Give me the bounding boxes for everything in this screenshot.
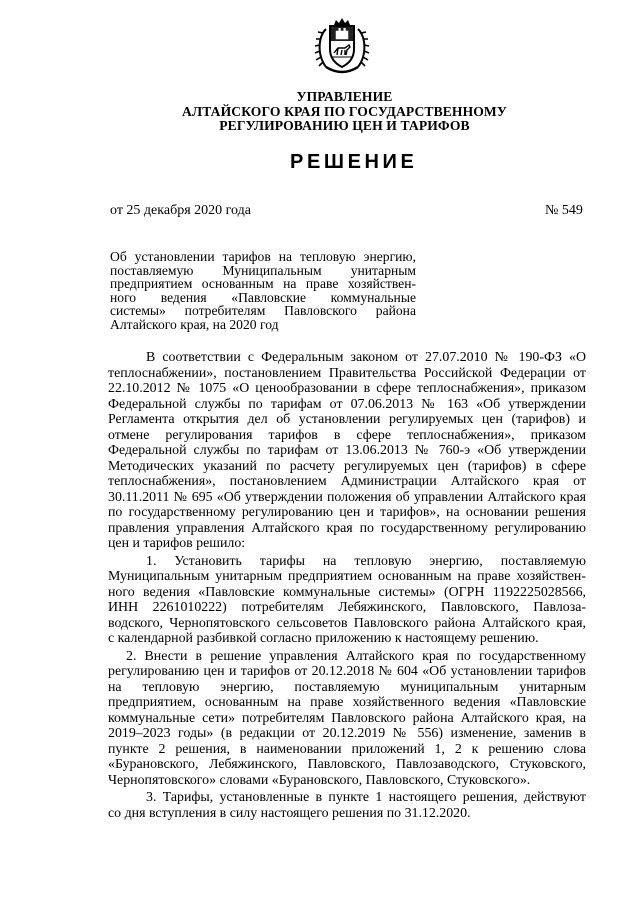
body-line: коммунальные сети» потребителям Павловского района Алтайского края, на (108, 710, 586, 726)
body-line: со дня вступления в силу настоящего решения по 31.12.2020. (108, 805, 471, 821)
body-line: водского, Чернопятовского сельсоветов Павловского района Алтайского края, (108, 615, 586, 631)
subject-line: ного ведения «Павловские коммунальные (110, 289, 416, 305)
document-subject (110, 250, 416, 332)
body-line: на тепловую энергию, поставляемую муниципальным унитарным (108, 679, 586, 695)
body-line: Федеральной службы по тарифам от 07.06.2013 № 163 «Об утверждении (108, 396, 586, 412)
body-line: правления управления Алтайского края по государственному регулированию (108, 520, 586, 536)
clause-1-paragraph (108, 554, 586, 647)
document-date: от 25 декабря 2020 года (110, 203, 251, 218)
body-line: предприятием, основанным на праве хозяйственного ведения «Павловские (108, 695, 586, 710)
issuing-authority (150, 90, 539, 134)
preamble-paragraph (108, 350, 586, 552)
body-line: 2019–2023 годы» (в редакции от 20.12.2019 № 556) изменение, заменив в (108, 726, 586, 741)
subject-line: системы» потребителям Павловского района (110, 303, 416, 319)
body-line: отмене регулирования тарифов в сфере теплоснабжения», приказом (108, 427, 586, 443)
authority-line-2: АЛТАЙСКОГО КРАЯ ПО ГОСУДАРСТВЕННОМУ (182, 103, 507, 119)
body-line: цен и тарифов решило: (108, 536, 246, 551)
subject-line: Об установлении тарифов на тепловую энергию, (110, 249, 416, 264)
clause-3-paragraph (108, 790, 586, 821)
altai-krai-coat-of-arms-icon (312, 17, 372, 79)
body-line: «Бурановского, Лебяжинского, Павловского, Павлозаводского, Стуковского, (108, 757, 586, 772)
authority-line-3: РЕГУЛИРОВАНИЮ ЦЕН И ТАРИФОВ (219, 118, 470, 133)
document-body (108, 350, 586, 821)
body-line: Муниципальным унитарным предприятием основанным на праве хозяйствен- (108, 569, 586, 584)
body-line: В соответствии с Федеральным законом от 27.07.2010 № 190-ФЗ «О (146, 350, 586, 365)
authority-line-1: УПРАВЛЕНИЕ (296, 89, 393, 104)
body-line: 30.11.2011 № 695 «Об утверждении положения об управлении Алтайского края (108, 489, 586, 505)
body-line: ИНН 2261010222) потребителям Лебяжинского, Павловского, Павлоза- (108, 600, 586, 615)
subject-line: предприятием основанным на праве хозяйствен- (110, 276, 416, 292)
body-line: ного ведения «Павловские коммунальные системы» (ОГРН 1192225028566, (108, 584, 586, 600)
body-line: теплоснабжении», постановлением Правительства Российской Федерации от (108, 365, 586, 381)
body-line: 1. Установить тарифы на тепловую энергию, поставляемую (146, 553, 586, 569)
subject-line: поставляемую Муниципальным унитарным (110, 262, 416, 278)
body-line: по государственному регулированию цен и тарифов», на основании решения (108, 505, 586, 520)
body-line: 3. Тарифы, установленные в пункте 1 настоящего решения, действуют (146, 790, 586, 805)
body-line: Чернопятовского» словами «Бурановского, Павловского, Стуковского». (108, 772, 531, 788)
clause-2-paragraph (108, 649, 586, 789)
subject-line: Алтайского края, на 2020 год (110, 316, 279, 332)
body-line: 2. Внести в решение управления Алтайского края по государственному (126, 648, 586, 664)
body-line: 22.10.2012 № 1075 «О ценообразовании в сфере теплоснабжения», приказом (108, 381, 586, 396)
body-line: Федеральной службы по тарифам от 13.06.2013 № 760-э «Об утверждении (108, 443, 586, 458)
body-line: Регламента открытия дел об установлении регулируемых цен (тарифов) и (108, 412, 586, 427)
body-line: Методических указаний по расчету регулируемых цен (тарифов) в сфере (108, 458, 586, 474)
body-line: теплоснабжения», постановлением Администрации Алтайского края от (108, 474, 586, 489)
body-line: с календарной разбивкой согласно приложению к настоящему решению. (108, 631, 539, 646)
body-line: регулированию цен и тарифов от 20.12.2018 № 604 «Об установлении тарифов (108, 664, 586, 679)
body-line: пункте 2 решения, в наименовании приложений 1, 2 к решению слова (108, 741, 586, 757)
document-number: № 549 (545, 203, 583, 218)
document-type-title: РЕШЕНИЕ (290, 151, 418, 173)
